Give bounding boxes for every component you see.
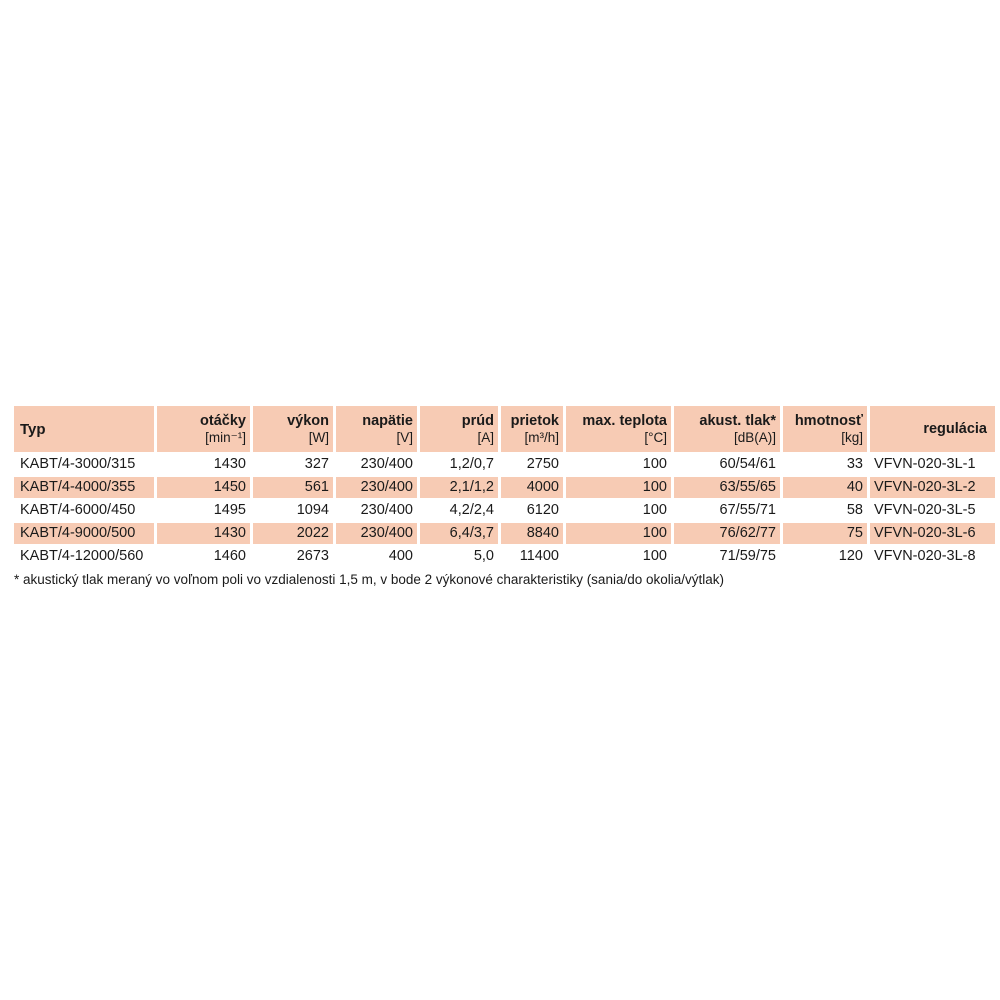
cell-vykon: 561 (253, 477, 333, 498)
spec-table-body (14, 454, 995, 567)
cell-vykon: 2673 (296, 548, 329, 564)
cell-prud: 2,1/1,2 (420, 477, 498, 498)
cell-max-teplota: 100 (566, 477, 671, 498)
header-max-teplota: max. teplota [°C] (566, 406, 671, 452)
cell-napatie: 230/400 (360, 456, 413, 472)
table-row (14, 500, 995, 521)
cell-vykon: 327 (304, 456, 329, 472)
cell-typ: KABT/4-3000/315 (20, 456, 136, 472)
header-vykon: výkon [W] (253, 406, 333, 452)
header-napatie: napätie [V] (336, 406, 417, 452)
cell-typ: KABT/4-9000/500 (14, 523, 154, 544)
cell-typ: KABT/4-12000/560 (20, 548, 144, 564)
cell-vykon: 1094 (296, 502, 329, 518)
header-row (14, 406, 995, 452)
footnote: * akustický tlak meraný vo voľnom poli vo vzdialenosti 1,5 m, v bode 2 výkonové charakteristiky (sania/do okolia/výtlak) (14, 572, 725, 587)
cell-vykon: 2022 (253, 523, 333, 544)
cell-akust-tlak: 67/55/71 (719, 502, 776, 518)
cell-regulacia: VFVN-020-3L-8 (874, 548, 976, 564)
header-prud: prúd [A] (420, 406, 498, 452)
cell-regulacia: VFVN-020-3L-5 (874, 502, 976, 518)
cell-otacky: 1430 (157, 523, 250, 544)
cell-prietok: 8840 (501, 523, 563, 544)
cell-napatie: 400 (388, 548, 413, 564)
cell-max-teplota: 100 (642, 548, 667, 564)
table-row (14, 523, 995, 544)
header-hmotnost: hmotnosť [kg] (783, 406, 867, 452)
header-akust-tlak: akust. tlak* [dB(A)] (674, 406, 780, 452)
cell-prietok: 6120 (526, 502, 559, 518)
cell-max-teplota: 100 (566, 523, 671, 544)
cell-otacky: 1450 (157, 477, 250, 498)
cell-akust-tlak: 76/62/77 (674, 523, 780, 544)
cell-max-teplota: 100 (642, 456, 667, 472)
cell-hmotnost: 40 (783, 477, 867, 498)
cell-prud: 5,0 (473, 548, 494, 564)
cell-napatie: 230/400 (360, 502, 413, 518)
cell-typ: KABT/4-4000/355 (14, 477, 154, 498)
cell-typ: KABT/4-6000/450 (20, 502, 136, 518)
cell-hmotnost: 120 (838, 548, 863, 564)
cell-hmotnost: 75 (783, 523, 867, 544)
cell-max-teplota: 100 (642, 502, 667, 518)
cell-prud: 4,2/2,4 (449, 502, 494, 518)
cell-akust-tlak: 60/54/61 (719, 456, 776, 472)
cell-regulacia: VFVN-020-3L-6 (870, 523, 995, 544)
table-row (14, 546, 995, 567)
cell-regulacia: VFVN-020-3L-2 (870, 477, 995, 498)
header-otacky: otáčky [min⁻¹] (157, 406, 250, 452)
cell-hmotnost: 33 (846, 456, 863, 472)
cell-regulacia: VFVN-020-3L-1 (874, 456, 976, 472)
cell-otacky: 1495 (213, 502, 246, 518)
cell-prud: 6,4/3,7 (420, 523, 498, 544)
cell-prietok: 11400 (519, 548, 559, 564)
header-prietok: prietok [m³/h] (501, 406, 563, 452)
table-row (14, 477, 995, 498)
cell-akust-tlak: 71/59/75 (719, 548, 776, 564)
spec-table-container (14, 404, 986, 587)
cell-akust-tlak: 63/55/65 (674, 477, 780, 498)
cell-otacky: 1430 (213, 456, 246, 472)
cell-otacky: 1460 (213, 548, 246, 564)
cell-napatie: 230/400 (336, 523, 417, 544)
header-regulacia: regulácia (870, 406, 995, 452)
cell-prud: 1,2/0,7 (449, 456, 494, 472)
cell-prietok: 4000 (501, 477, 563, 498)
cell-prietok: 2750 (526, 456, 559, 472)
cell-napatie: 230/400 (336, 477, 417, 498)
header-typ: Typ (14, 406, 154, 452)
table-row (14, 454, 995, 475)
cell-hmotnost: 58 (846, 502, 863, 518)
spec-table (11, 404, 998, 569)
